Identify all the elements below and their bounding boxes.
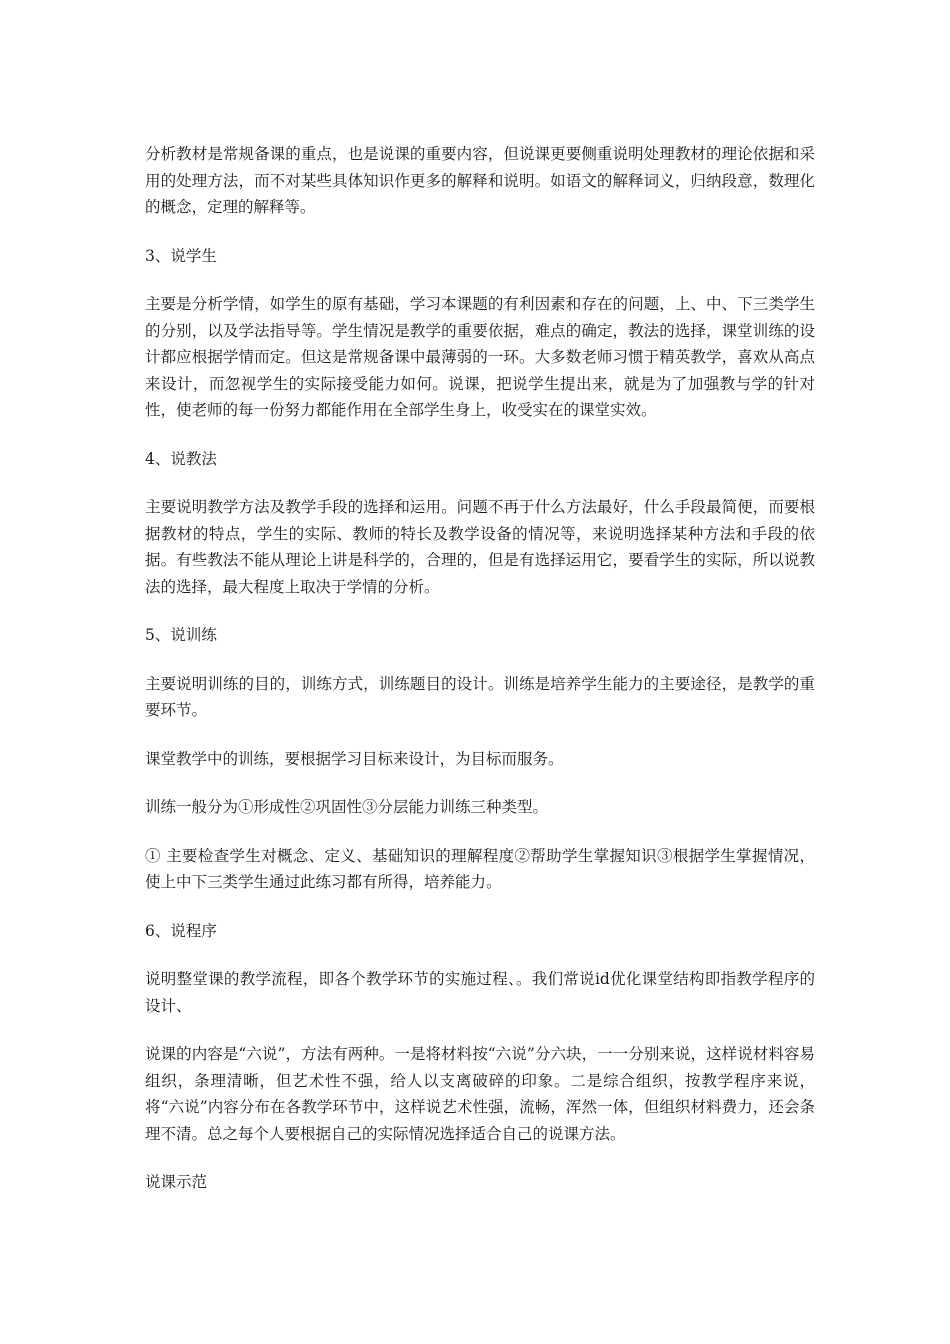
paragraph-training-design: 课堂教学中的训练，要根据学习目标来设计，为目标而服务。 — [145, 749, 564, 768]
section-heading-procedure: 6、说程序 — [145, 921, 217, 940]
section-heading-methods: 4、说教法 — [145, 449, 217, 468]
paragraph-training-types: 训练一般分为①形成性②巩固性③分层能力训练三种类型。 — [145, 798, 549, 816]
paragraph-analyze-textbook: 分析教材是常规备课的重点，也是说课的重要内容，但说课更要侧重说明处理教材的理论依据和采用的处理方法，而不对某些具体知识作更多的解释和说明。如语文的解释词义，归纳段意，数理化的概念，定理的解释等。 — [145, 145, 815, 216]
paragraph-training-purpose: 主要说明训练的目的，训练方式，训练题目的设计。训练是培养学生能力的主要途径，是教学的重要环节。 — [145, 674, 815, 719]
paragraph-training-details: ① 主要检查学生对概念、定义、基础知识的理解程度②帮助学生掌握知识③根据学生掌握情况，使上中下三类学生通过此练习都有所得，培养能力。 — [145, 846, 815, 891]
section-heading-demo: 说课示范 — [145, 1173, 208, 1191]
section-heading-training: 5、说训练 — [145, 626, 217, 644]
paragraph-students: 主要是分析学情，如学生的原有基础，学习本课题的有利因素和存在的问题，上、中、下三类学生的分别，以及学法指导等。学生情况是教学的重要依据，难点的确定，教法的选择，课堂训练的设计都应根据学情而定。但这是常规备课中最薄弱的一环。大多数老师习惯于精英教学，喜欢从高点来设计，而忽视学生的实际接受能力如何。说课，把说学生提出来，就是为了加强教与学的针对性，使老师的每一份努力都能作用在全部学生身上，收受实在的课堂实效。 — [145, 295, 815, 419]
section-heading-students: 3、说学生 — [145, 246, 217, 265]
paragraph-six-parts: 说课的内容是“六说”，方法有两种。一是将材料按“六说”分六块，一一分别来说，这样说材料容易组织，条理清晰，但艺术性不强，给人以支离破碎的印象。二是综合组织，按教学程序来说，将“六说”内容分布在各教学环节中，这样说艺术性强，流畅，浑然一体，但组织材料费力，还会条理不清。总之每个人要根据自己的实际情况选择适合自己的说课方法。 — [145, 1045, 815, 1143]
paragraph-methods: 主要说明教学方法及教学手段的选择和运用。问题不再于什么方法最好，什么手段最简便，而要根据教材的特点，学生的实际、教师的特长及教学设备的情况等，来说明选择某种方法和手段的依据。有些教法不能从理论上讲是科学的，合理的，但是有选择运用它，要看学生的实际，所以说教法的选择，最大程度上取决于学情的分析。 — [145, 498, 815, 596]
paragraph-procedure: 说明整堂课的教学流程，即各个教学环节的实施过程、。我们常说id优化课堂结构即指教学程序的设计、 — [145, 970, 815, 1015]
document-body — [145, 141, 815, 1218]
